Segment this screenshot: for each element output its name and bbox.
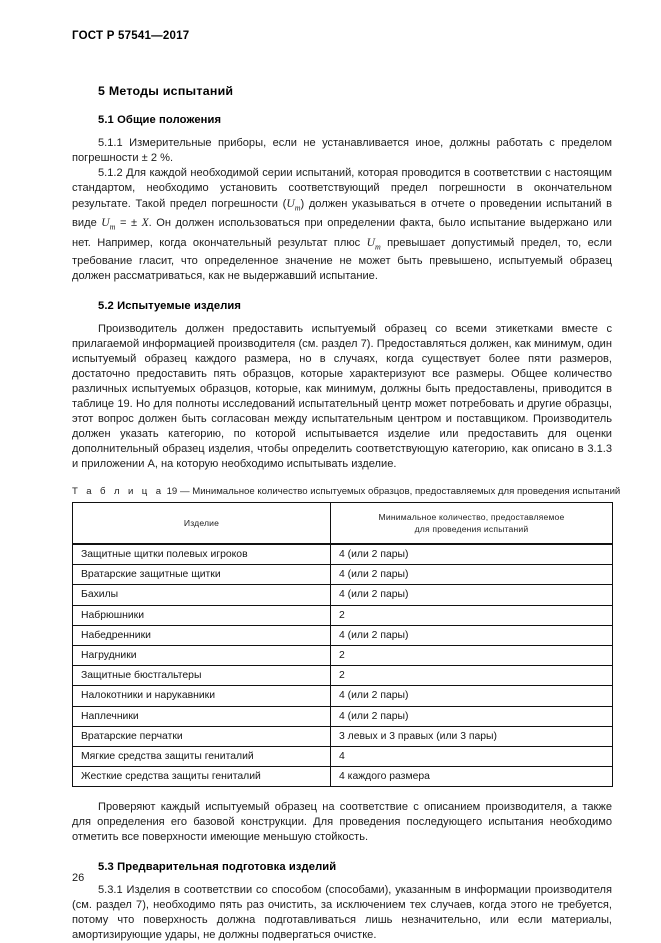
- paragraph-5-1-2-part-e: превышает допустимый предел, то, если требование гласит, что определенное значение не может быть превышено, испытуемый образец должен рассматриваться, как не выдержавший испытание.: [72, 236, 612, 282]
- paragraph-5-1-2-part-d: . Он должен использоваться при определении факта, было испытание выдержано или нет. Например, когда окончательный результат плюс: [72, 217, 612, 249]
- symbol-um-2-base: U: [101, 216, 110, 230]
- table-cell-product: Налокотники и нарукавники: [73, 686, 331, 706]
- symbol-um-1-subscript: m: [294, 203, 301, 213]
- paragraph-5-1-2-part-c: = ±: [115, 217, 142, 230]
- page-content: [72, 84, 621, 943]
- table-header-quantity-line2: для проведения испытаний: [414, 523, 529, 534]
- table-header-product: Изделие: [73, 502, 331, 544]
- table-cell-product: Набедренники: [73, 625, 331, 645]
- table-cell-product: Набрюшники: [73, 605, 331, 625]
- table-cell-quantity: 4: [331, 746, 613, 766]
- section-heading-5-2: 5.2 Испытуемые изделия: [98, 299, 242, 312]
- section-heading-5-3: 5.3 Предварительная подготовка изделий: [98, 861, 337, 874]
- table-caption-text: Минимальное количество испытуемых образцов, предоставляемых для проведения испытаний: [192, 485, 621, 497]
- symbol-um-3-base: U: [366, 235, 375, 249]
- table-cell-quantity: 4 (или 2 пары): [331, 585, 613, 605]
- table-cell-quantity: 4 каждого размера: [331, 767, 613, 787]
- table-19: [72, 502, 613, 787]
- table-caption: [72, 485, 621, 497]
- running-header: ГОСТ Р 57541—2017: [72, 30, 190, 42]
- paragraph-5-1-2-part-a: 5.1.2 Для каждой необходимой серии испытаний, которая проводится в соответствии с настоящим стандартом, необходимо установить соответствующий предел погрешности в окончательном результате. Такой предел погрешности (: [72, 167, 612, 210]
- table-cell-product: Бахилы: [73, 585, 331, 605]
- table-row: [73, 666, 613, 686]
- table-cell-product: Защитные щитки полевых игроков: [73, 544, 331, 565]
- table-cell-product: Вратарские защитные щитки: [73, 565, 331, 585]
- table-row: [73, 767, 613, 787]
- table-body: [73, 544, 613, 787]
- table-row: [73, 585, 613, 605]
- symbol-um-1-base: U: [286, 197, 295, 210]
- paragraph-5-1-2-part-b: ) должен указываться в отчете о проведении испытаний в виде: [72, 198, 612, 230]
- table-caption-dash: —: [179, 485, 190, 497]
- table-cell-quantity: 3 левых и 3 правых (или 3 пары): [331, 726, 613, 746]
- table-caption-number: 19: [166, 485, 178, 497]
- table-cell-quantity: 4 (или 2 пары): [331, 686, 613, 706]
- table-row: [73, 706, 613, 726]
- page-number: 26: [72, 872, 85, 884]
- table-row: [73, 625, 613, 645]
- symbol-x: X: [141, 216, 149, 230]
- table-cell-quantity: 2: [331, 666, 613, 686]
- table-cell-quantity: 4 (или 2 пары): [331, 565, 613, 585]
- paragraph-5-1-2: [72, 166, 612, 284]
- paragraph-5-2-2: Проверяют каждый испытуемый образец на соответствие с описанием производителя, а также для определения его базовой конструкции. Для проведения последующего испытания необходимо отметить все поверхности имеющие меньшую стойкость.: [72, 801, 612, 844]
- section-heading-5: 5 Методы испытаний: [98, 84, 234, 98]
- symbol-um-3-subscript: m: [374, 241, 381, 251]
- table-row: [73, 746, 613, 766]
- table-row: [73, 686, 613, 706]
- table-cell-product: Защитные бюстгальтеры: [73, 666, 331, 686]
- paragraph-5-1-1: 5.1.1 Измерительные приборы, если не устанавливается иное, должны работать с пределом погрешности ± 2 %.: [72, 137, 612, 164]
- table-header-quantity-line1: Минимальное количество, предоставляемое: [378, 511, 565, 522]
- symbol-um-3: [367, 236, 381, 249]
- table-cell-product: Наплечники: [73, 706, 331, 726]
- table-cell-quantity: 2: [331, 605, 613, 625]
- table-header: [73, 502, 613, 544]
- table-caption-label: Т а б л и ц а: [72, 485, 164, 497]
- table-cell-quantity: 4 (или 2 пары): [331, 544, 613, 565]
- table-cell-product: Нагрудники: [73, 645, 331, 665]
- table-header-row: [73, 502, 613, 544]
- paragraph-5-2-1: Производитель должен предоставить испытуемый образец со всеми этикетками вместе с прилагаемой информацией производителя (см. раздел 7). Предоставляться должен, как минимум, один испытуемый образец каждого размера, но в случаях, когда существует более пяти размеров, достаточно предоставить пять образцов, которые характеризуют все размеры. Общее количество различных испытуемых образцов, которые, как минимум, должны быть предоставлены, приводится в таблице 19. Но для полноты исследований испытательный центр может потребовать и другие образцы, этот вопрос должен быть согласован между испытательным центром и поставщиком. Производитель должен указать категорию, по которой испытывается изделие или предоставить для оценки дополнительный образец изделия, чтобы определить соответствующую категорию, как описано в 3.1.3 и приложении А, на которую необходимо испытывать изделие.: [72, 322, 612, 470]
- section-heading-5-1: 5.1 Общие положения: [98, 114, 222, 126]
- symbol-um-1: [286, 197, 301, 213]
- table-cell-quantity: 4 (или 2 пары): [331, 625, 613, 645]
- table-cell-product: Вратарские перчатки: [73, 726, 331, 746]
- table-row: [73, 726, 613, 746]
- table-row: [73, 565, 613, 585]
- table-cell-product: Жесткие средства защиты гениталий: [73, 767, 331, 787]
- table-row: [73, 605, 613, 625]
- table-cell-quantity: 4 (или 2 пары): [331, 706, 613, 726]
- symbol-um-2: [101, 216, 116, 232]
- symbol-um-2-subscript: m: [109, 222, 116, 232]
- table-cell-product: Мягкие средства защиты гениталий: [73, 746, 331, 766]
- table-header-quantity: [331, 502, 613, 544]
- table-cell-quantity: 2: [331, 645, 613, 665]
- paragraph-5-3-1: 5.3.1 Изделия в соответствии со способом (способами), указанным в информации производителя (см. раздел 7), необходимо пять раз очистить, за исключением тех случаев, когда этого не требуется, потому что поверхность должна подготавливаться лишь незначительно, или если материалы, амортизирующие удары, не должны подвергаться очистке.: [72, 884, 612, 942]
- table-row: [73, 544, 613, 565]
- table-row: [73, 645, 613, 665]
